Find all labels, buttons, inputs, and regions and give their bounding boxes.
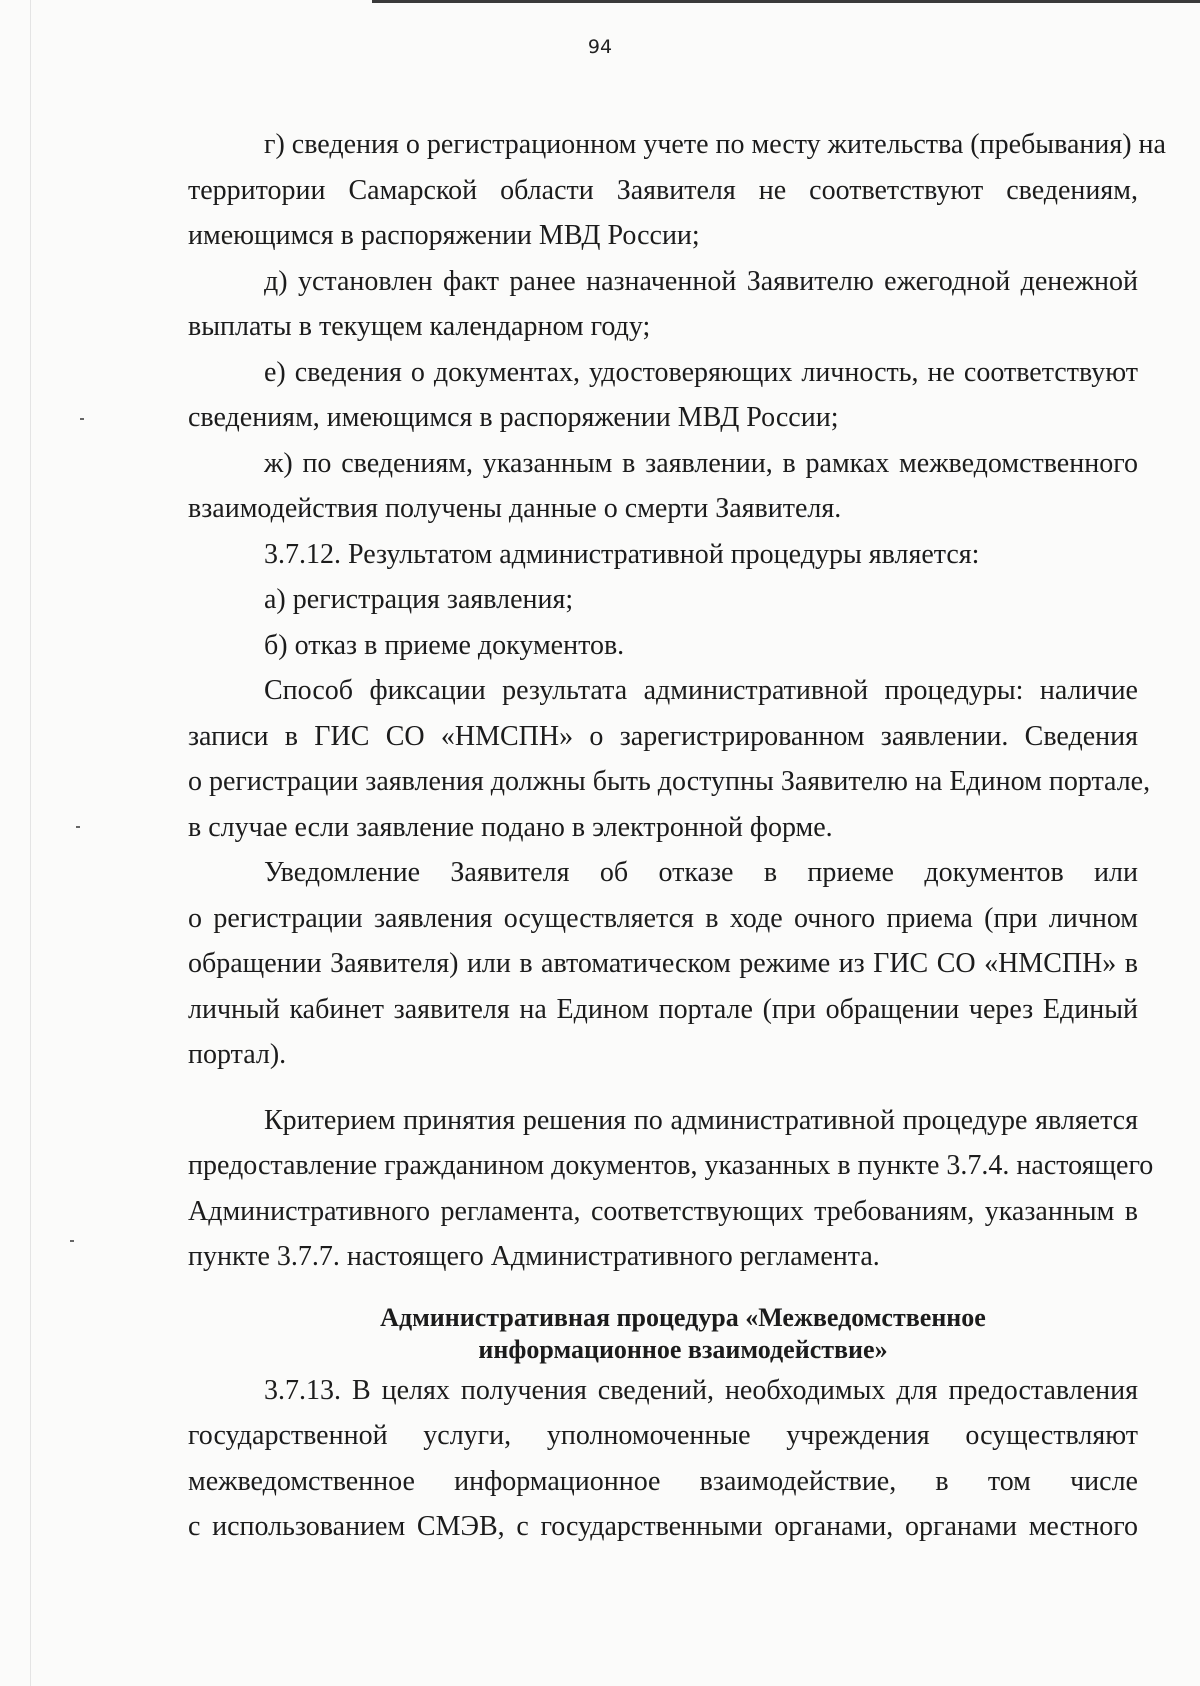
paragraph-line: Критерием принятия решения по административной процедуре является — [264, 1104, 1138, 1136]
paragraph-line: о регистрации заявления должны быть доступны Заявителю на Едином портале, — [188, 766, 1151, 797]
paragraph-line: Административного регламента, соответствующих требованиям, указанным в — [188, 1195, 1138, 1227]
paragraph-line: 3.7.13. В целях получения сведений, необходимых для предоставления — [264, 1374, 1138, 1406]
paragraph-line: с использованием СМЭВ, с государственными органами, органами местного — [188, 1511, 1138, 1542]
paragraph-line: в случае если заявление подано в электронной форме. — [188, 811, 833, 843]
document-body — [188, 122, 1166, 1550]
paragraph-line: имеющимся в распоряжении МВД России; — [188, 220, 700, 251]
paragraph-line: д) установлен факт ранее назначенной Заявителю ежегодной денежной — [264, 265, 1138, 297]
top-border-rule — [372, 0, 1200, 3]
paragraph-line: выплаты в текущем календарном году; — [188, 311, 651, 342]
paragraph-line: записи в ГИС СО «НМСПН» о зарегистрированном заявлении. Сведения — [188, 720, 1138, 752]
page-number: 94 — [587, 36, 613, 58]
paragraph-line: Способ фиксации результата административной процедуры: наличие — [264, 675, 1138, 706]
section-heading-line-2: информационное взаимодействие» — [478, 1334, 888, 1364]
paragraph-line: г) сведения о регистрационном учете по месту жительства (пребывания) на — [264, 129, 1166, 160]
paragraph-line: взаимодействия получены данные о смерти Заявителя. — [188, 493, 842, 524]
section-heading — [188, 1302, 1138, 1366]
paragraph-line: б) отказ в приеме документов. — [264, 629, 625, 661]
paragraph-line: пункте 3.7.7. настоящего Административного регламента. — [188, 1241, 880, 1272]
paragraph-line: обращении Заявителя) или в автоматическом режиме из ГИС СО «НМСПН» в — [188, 948, 1138, 979]
paragraph-line: а) регистрация заявления; — [264, 584, 574, 615]
paragraph-line: личный кабинет заявителя на Едином портале (при обращении через Единый — [188, 993, 1138, 1025]
paragraph-line: территории Самарской области Заявителя не соответствуют сведениям, — [188, 174, 1138, 206]
paragraph-line: межведомственное информационное взаимодействие, в том числе — [188, 1465, 1138, 1497]
section-heading-line-1: Административная процедура «Межведомственное — [380, 1302, 986, 1332]
paragraph-line: предоставление гражданином документов, указанных в пункте 3.7.4. настоящего — [188, 1150, 1154, 1181]
paragraph-line: Уведомление Заявителя об отказе в приеме документов или — [264, 857, 1138, 888]
scan-speck — [80, 418, 84, 420]
scan-speck — [70, 1240, 74, 1242]
paragraph-line: сведениям, имеющимся в распоряжении МВД России; — [188, 402, 839, 433]
scan-left-edge — [30, 0, 31, 1686]
paragraph-line: о регистрации заявления осуществляется в ходе очного приема (при личном — [188, 902, 1138, 934]
paragraph-line: государственной услуги, уполномоченные учреждения осуществляют — [188, 1420, 1138, 1451]
paragraph-line: 3.7.12. Результатом административной процедуры является: — [264, 538, 980, 570]
paragraph-line: е) сведения о документах, удостоверяющих личность, не соответствуют — [264, 356, 1138, 388]
scan-speck — [76, 826, 80, 828]
paragraph-line: ж) по сведениям, указанным в заявлении, в рамках межведомственного — [264, 447, 1138, 479]
paragraph-line: портал). — [188, 1039, 287, 1070]
